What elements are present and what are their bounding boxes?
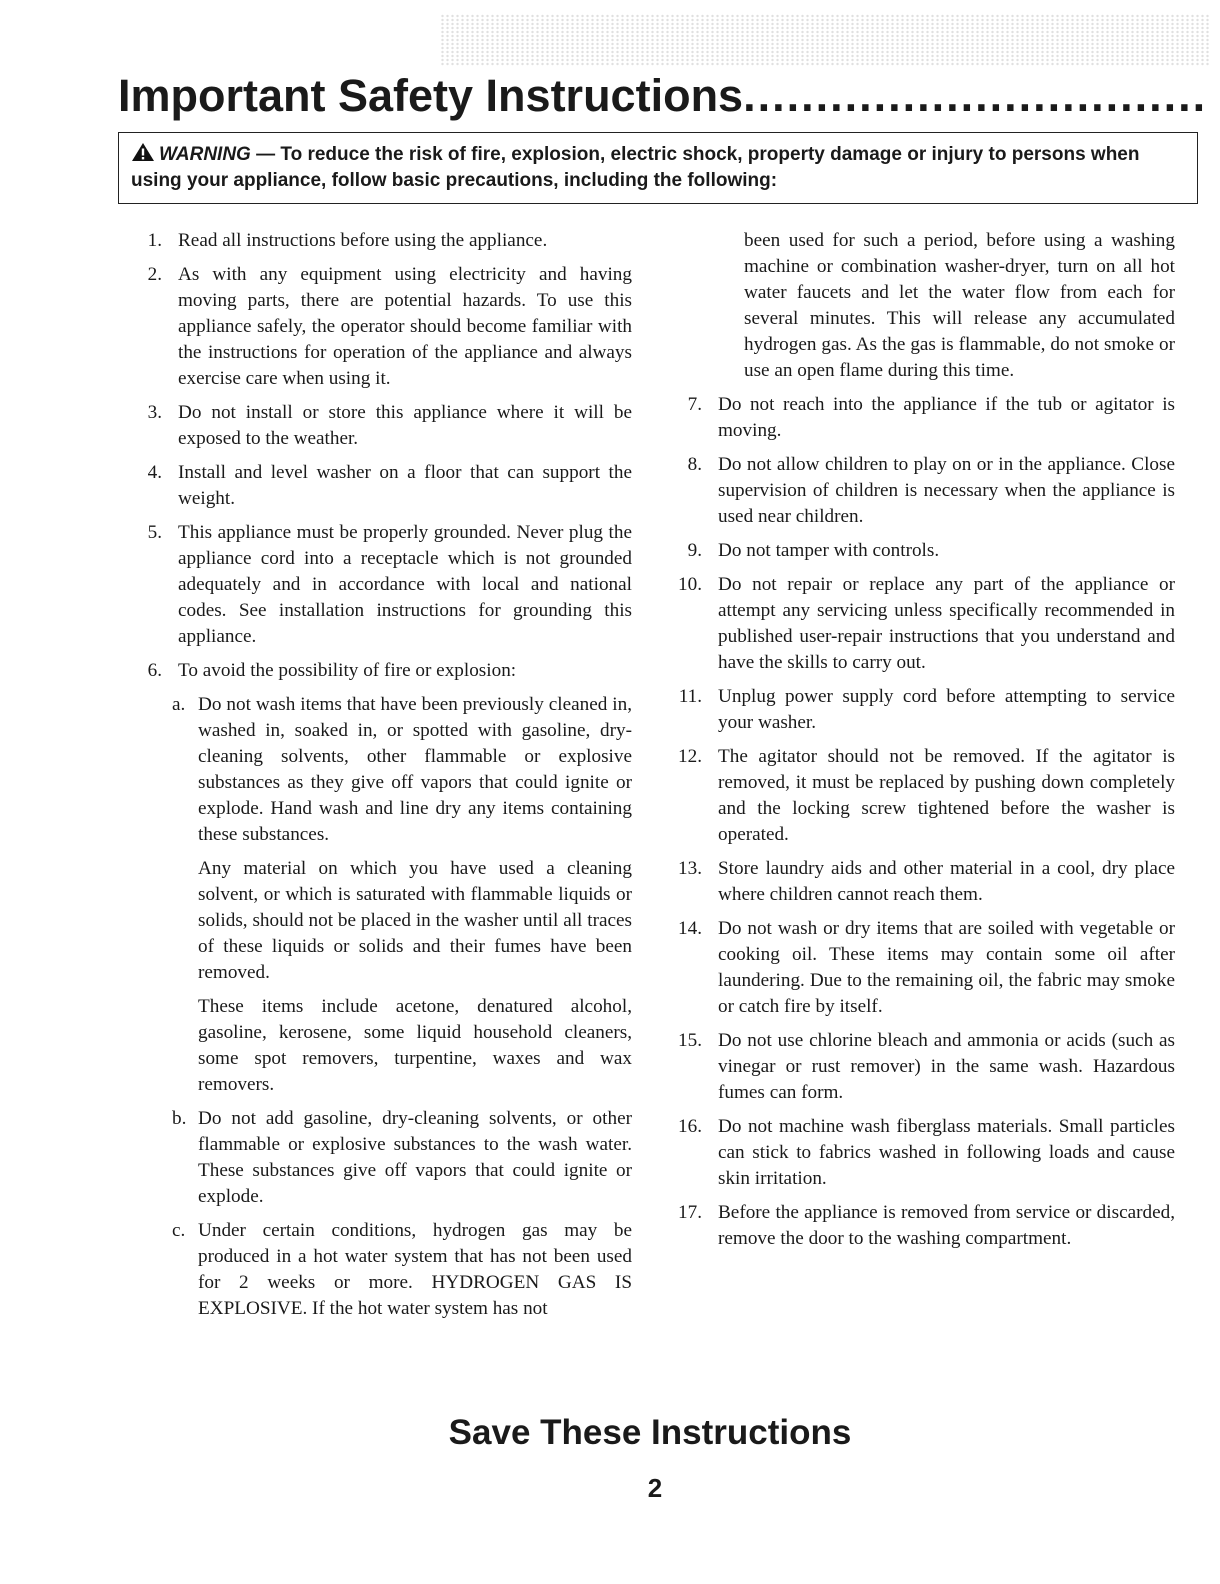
sub-item-c xyxy=(138,1218,632,1322)
warning-label: WARNING xyxy=(159,144,251,165)
warning-triangle-icon xyxy=(131,142,155,162)
item-text: Do not tamper with controls. xyxy=(718,540,940,561)
item-number: 15. xyxy=(678,1030,702,1051)
instruction-item xyxy=(138,262,632,392)
instruction-item xyxy=(678,1028,1175,1106)
instruction-item xyxy=(678,916,1175,1020)
item-text: To avoid the possibility of fire or explosion: xyxy=(178,660,517,681)
page-number: 2 xyxy=(647,1473,663,1503)
item-text: As with any equipment using electricity and having moving parts, there are potential hazards. To use this appliance safely, the operator should become familiar with the instructions for operation of the appliance and always exercise care when using it. xyxy=(178,264,632,389)
item-text: Do not install or store this appliance where it will be exposed to the weather. xyxy=(178,402,632,449)
item-number: 14. xyxy=(678,918,702,939)
left-column xyxy=(138,228,632,1330)
instruction-item xyxy=(678,856,1175,908)
instruction-item xyxy=(138,228,632,254)
instruction-item xyxy=(678,538,1175,564)
item-number: 10. xyxy=(678,574,702,595)
instruction-item xyxy=(678,452,1175,530)
item-text: Install and level washer on a floor that can support the weight. xyxy=(178,462,632,509)
title-leader-dots: ................................ xyxy=(743,70,1208,121)
sub-item-paragraph: Any material on which you have used a cleaning solvent, or which is saturated with flammable liquids or solids, should not be placed in the washer until all traces of these liquids or solids and their fumes have been removed. xyxy=(198,858,632,983)
item-number: 4. xyxy=(147,462,162,483)
header-texture xyxy=(440,14,1210,66)
sub-item-letter: a. xyxy=(172,694,186,715)
instruction-item xyxy=(678,744,1175,848)
item-text: Do not reach into the appliance if the tub or agitator is moving. xyxy=(718,394,1175,441)
item-number: 11. xyxy=(678,686,702,707)
sub-item-text: Do not add gasoline, dry-cleaning solvents, or other flammable or explosive substances to the wash water. These substances give off vapors that could ignite or explode. xyxy=(198,1108,632,1207)
item-text: Do not allow children to play on or in the appliance. Close supervision of children is necessary when the appliance is used near children. xyxy=(718,454,1175,527)
instruction-item xyxy=(678,572,1175,676)
item-text: The agitator should not be removed. If the agitator is removed, it must be replaced by pushing down completely and the locking screw tightened before the washer is operated. xyxy=(718,746,1175,845)
item-number: 9. xyxy=(687,540,702,561)
save-instructions-heading: Save These Instructions xyxy=(448,1413,852,1452)
item-number: 7. xyxy=(687,394,702,415)
instruction-item xyxy=(138,400,632,452)
item-text: Unplug power supply cord before attempting to service your washer. xyxy=(718,686,1175,733)
item-text: This appliance must be properly grounded. Never plug the appliance cord into a receptacle which is not grounded adequately and in accordance with local and national codes. See installation instructions for grounding this appliance. xyxy=(178,522,632,647)
warning-text: To reduce the risk of fire, explosion, electric shock, property damage or injury to persons when using your appliance, follow basic precautions, including the following: xyxy=(131,144,1140,191)
item-text: Store laundry aids and other material in a cool, dry place where children cannot reach them. xyxy=(718,858,1175,905)
sub-item-paragraph: These items include acetone, denatured alcohol, gasoline, kerosene, some liquid household cleaners, some spot removers, turpentine, waxes and wax removers. xyxy=(198,996,632,1095)
item-number: 13. xyxy=(678,858,702,879)
instruction-item xyxy=(678,392,1175,444)
instruction-item xyxy=(678,684,1175,736)
warning-box xyxy=(118,132,1198,204)
sub-item-letter: b. xyxy=(172,1108,187,1129)
instruction-item xyxy=(678,1114,1175,1192)
item-number: 1. xyxy=(147,230,162,251)
sub-item-c-continuation: been used for such a period, before using a washing machine or combination washer-dryer, turn on all hot water faucets and let the water flow from each for several minutes. This will release any accumulated hydrogen gas. As the gas is flammable, do not smoke or use an open flame during this time. xyxy=(744,230,1175,381)
item-number: 17. xyxy=(678,1202,702,1223)
warning-dash: — xyxy=(250,144,281,165)
instruction-item xyxy=(138,658,632,684)
sub-item-text: Under certain conditions, hydrogen gas may be produced in a hot water system that has not been used for 2 weeks or more. HYDROGEN GAS IS EXPLOSIVE. If the hot water system has not xyxy=(198,1220,632,1319)
item-number: 6. xyxy=(147,660,162,681)
right-column xyxy=(678,228,1175,1260)
instruction-item xyxy=(138,520,632,650)
item-number: 12. xyxy=(678,746,702,767)
item-number: 5. xyxy=(147,522,162,543)
page-title xyxy=(118,66,1208,126)
sub-item-text: Do not wash items that have been previously cleaned in, washed in, soaked in, or spotted with gasoline, dry-cleaning solvents, other flammable or explosive substances as they give off vapors that could ignite or explode. Hand wash and line dry any items containing these substances. xyxy=(198,694,632,845)
instruction-item xyxy=(678,1200,1175,1252)
sub-item-a xyxy=(138,692,632,848)
item-number: 3. xyxy=(147,402,162,423)
item-number: 8. xyxy=(687,454,702,475)
item-text: Do not repair or replace any part of the appliance or attempt any servicing unless specifically recommended in published user-repair instructions that you understand and have the skills to carry out. xyxy=(718,574,1175,673)
item-text: Do not wash or dry items that are soiled with vegetable or cooking oil. These items may contain some oil after laundering. Due to the remaining oil, the fabric may smoke or catch fire by itself. xyxy=(718,918,1175,1017)
item-text: Do not use chlorine bleach and ammonia or acids (such as vinegar or rust remover) in the same wash. Hazardous fumes can form. xyxy=(718,1030,1175,1103)
item-text: Do not machine wash fiberglass materials. Small particles can stick to fabrics washed in following loads and cause skin irritation. xyxy=(718,1116,1175,1189)
item-text: Read all instructions before using the appliance. xyxy=(178,230,548,251)
instruction-item xyxy=(138,460,632,512)
sub-item-letter: c. xyxy=(172,1220,186,1241)
sub-item-b xyxy=(138,1106,632,1210)
page-title-text: Important Safety Instructions xyxy=(118,70,744,121)
item-text: Before the appliance is removed from service or discarded, remove the door to the washing compartment. xyxy=(718,1202,1175,1249)
item-number: 16. xyxy=(678,1116,702,1137)
item-number: 2. xyxy=(147,264,162,285)
